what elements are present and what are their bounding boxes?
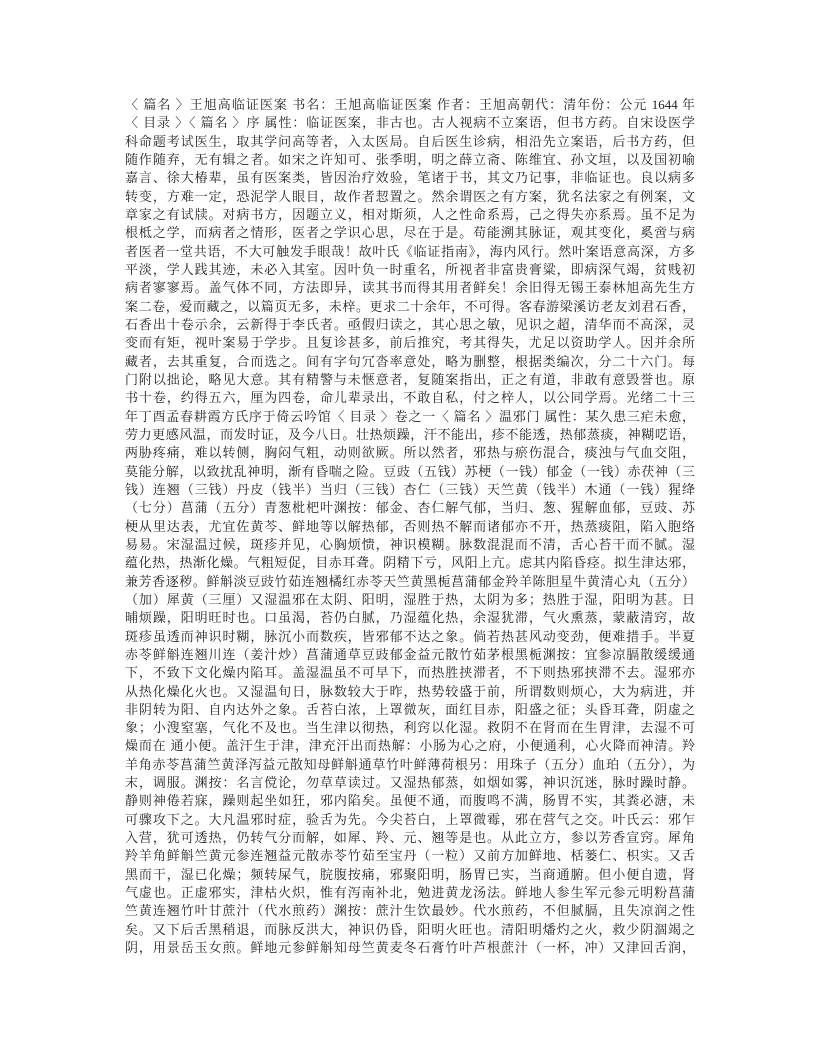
text-line: 从热化燥化火也。又湿温旬日，脉数较大于昨，热势较盛于前，所谓数则烦心，大为病进，并	[125, 683, 695, 699]
text-line: 象；小溲窒塞，气化不及也。当生津以彻热，利窍以化湿。救阴不在肾而在生胃津，去湿不可	[125, 720, 695, 736]
text-line: 平淡，学人践其迹，未必入其室。因叶负一时重名，所视者非富贵膏粱，即病深气竭，贫贱初	[125, 261, 695, 277]
text-line: 竺黄连翘竹叶甘蔗汁（代水煎药）渊按：蔗汁生饮最妙。代水煎药，不但腻膈，且失凉润之性	[125, 903, 695, 919]
text-line: 蕴化热，热渐化燥。气粗短促，目赤耳聋。阴精下亏，风阳上亢。虑其内陷昏痉。拟生津达邪，	[125, 555, 695, 571]
text-line: 燥而在 通小便。盖汗生于津，津充汗出而热解：小肠为心之府，小便通利，心火降而神清。羚	[125, 738, 695, 754]
text-line: 转变，方难一定，恐泥学人眼目，故作者恝置之。然余谓医之有方案，犹名法家之有例案，文	[125, 188, 695, 204]
text-line: 年丁酉孟春耕霞方氏序于倚云吟馆〈 目录 〉卷之一〈 篇名 〉温邪门 属性：某久患三疟未愈，	[125, 408, 695, 424]
text-line: 劳力更感风温，而发时证，及今八日。壮热烦躁，汗不能出，疹不能透，热郁蒸痰，神糊呓语，	[125, 426, 695, 442]
text-line: 嘉言、徐大椿辈，虽有医案类，皆因治疗效验，笔诸于书，其文乃记事，非临证也。良以病多	[125, 170, 695, 186]
text-line: 气虚也。正虚邪实，津枯火炽，惟有泻南补北，勉进黄龙汤法。鲜地人参生军元参元明粉菖蒲	[125, 885, 695, 901]
text-line: 末，调服。渊按：名言傥论，勿草草读过。又湿热郁蒸，如烟如雾，神识沉迷，脉时躁时静。	[125, 775, 695, 791]
text-line: 矣。又下后舌黑稍退，而脉反洪大，神识仍昏，阳明火旺也。清阳明燔灼之火，救少阴涸竭之	[125, 921, 695, 937]
text-line: 书十卷，约得五六，厘为四卷，命儿辈录出，不敢自私，付之梓人，以公同学焉。光绪二十三	[125, 390, 695, 406]
text-line: 入营，犹可透热，仍转气分而解，如犀、羚、元、翘等是也。从此立方，参以芳香宣窍。犀角	[125, 830, 695, 846]
text-line: （加）犀黄（三厘）又湿温邪在太阴、阳明，湿胜于热，太阴为多；热胜于湿，阳明为甚。日	[125, 591, 695, 607]
text-line: 章家之有试牍。对病书方，因题立义，相对斯须，人之性命系焉，己之得失亦系焉。虽不足为	[125, 206, 695, 222]
document-text-block	[125, 96, 695, 957]
text-line: 者医者一堂共语，不大可触发手眼哉！故叶氏《临证指南》，海内风行。然叶案语意高深，方多	[125, 243, 695, 259]
text-line: 易易。宋湿温过候，斑疹并见，心胸烦愦，神识模糊。脉数混混而不清，舌心苔干而不腻。湿	[125, 536, 695, 552]
text-line: 莫能分解，以致扰乱神明，渐有昏喘之险。豆豉（五钱）苏梗（一钱）郁金（一钱）赤茯神（三	[125, 463, 695, 479]
text-line: 晡烦躁，阳明旺时也。口虽渴，苔仍白腻，乃湿蕴化热，余湿犹滞，气火熏蒸，蒙蔽清窍，故	[125, 610, 695, 626]
text-line: 病者寥寥焉。盖气体不同，方法即异，读其书而得其用者鲜矣！余旧得无锡王泰林旭高先生方	[125, 280, 695, 296]
text-line: 羊角赤苓菖蒲竺黄泽泻益元散知母鲜斛通草竹叶鲜薄荷根另：用珠子（五分）血珀（五分），为	[125, 756, 695, 772]
text-line: 〈 目录 〉〈 篇名 〉序 属性：临证医案，非古也。古人视病不立案语，但书方药。自宋设医学	[125, 115, 695, 131]
text-line: 赤苓鲜斛连翘川连（姜汁炒）菖蒲通草豆豉郁金益元散竹茹茅根黑栀渊按：宜参凉膈散缓缓通	[125, 646, 695, 662]
text-line: 根柢之学，而病者之情形，医者之学识心思，尽在于是。苟能溯其脉证，观其变化，奚啻与病	[125, 225, 695, 241]
text-line: 科命题考试医生，取其学问高等者，入太医局。自后医生诊病，相沿先立案语，后书方药，但	[125, 133, 695, 149]
text-line: 阴，用景岳玉女煎。鲜地元参鲜斛知母竺黄麦冬石膏竹叶芦根蔗汁（一杯，冲）又津回舌润，	[125, 940, 695, 956]
text-line: 羚羊角鲜斛竺黄元参连翘益元散赤苓竹茹至宝丹（一粒）又前方加鲜地、栝蒌仁、枳实。又舌	[125, 848, 695, 864]
text-line: 下，不致下文化燥内陷耳。盖湿温虽不可早下，而热胜挟滞者，不下则热邪挟滞不去。湿邪亦	[125, 665, 695, 681]
text-line: 案二卷，爱而藏之，以篇页无多，未梓。更求二十余年，不可得。客春游梁溪访老友刘君石香，	[125, 298, 695, 314]
text-line: 钱）连翘（三钱）丹皮（钱半）当归（三钱）杏仁（三钱）天竺黄（钱半）木通（一钱）猩绛	[125, 481, 695, 497]
text-line: 可骤攻下之。大凡温邪时症，验舌为先。今尖苔白，上罩微霉，邪在营气之交。叶氏云：邪乍	[125, 811, 695, 827]
text-line: 石香出十卷示余，云新得于李氏者。亟假归读之，其心思之敏，见识之超，清华而不高深，灵	[125, 316, 695, 332]
text-line: 变而有矩，视叶案易于学步。且复诊甚多，前后推究，考其得失，尤足以资助学人。因并余所	[125, 335, 695, 351]
text-line: 黑而干，湿已化燥；频转屎气，脘腹按痛，邪聚阳明，肠胃已实，当商通腑。但小便自遗，肾	[125, 866, 695, 882]
text-line: 门附以拙论，略见大意。其有精警与未惬意者，复随案指出，正之有道，非敢有意毁誉也。原	[125, 371, 695, 387]
text-line: 〈 篇名 〉王旭高临证医案 书名：王旭高临证医案 作者：王旭高朝代：清年份：公元 1644 年	[125, 97, 695, 112]
text-line: （七分）菖蒲（五分）青葱枇杷叶渊按：郁金、杏仁解气郁，当归、葱、猩解血郁，豆豉、苏	[125, 500, 695, 516]
text-line: 梗从里达表，尤宜佐黄芩、鲜地等以解热郁，否则热不解而诸郁亦不开，热蒸痰阻，陷入胞络	[125, 518, 695, 534]
text-line: 随作随弃，无有辑之者。如宋之许知可、张季明，明之薛立斋、陈维宜、孙文垣，以及国初喻	[125, 151, 695, 167]
text-line: 兼芳香逐秽。鲜斛淡豆豉竹茹连翘橘红赤苓天竺黄黑栀菖蒲郁金羚羊陈胆星牛黄清心丸（五分）	[125, 573, 695, 589]
text-line: 非阴转为阳、自内达外之象。舌苔白浓，上罩微灰，面红目赤，阳盛之征；头昏耳聋，阴虚之	[125, 701, 695, 717]
text-line: 斑疹虽透而神识时糊，脉沉小而数疾，皆邪郁不达之象。倘若热甚风动变劲，便难措手。半夏	[125, 628, 695, 644]
text-line: 两胁疼痛，难以转侧，胸闷气粗，动则欲厥。所以然者，邪热与瘀伤混合，痰浊与气血交阻，	[125, 445, 695, 461]
text-line: 藏者，去其重复，合而选之。间有字句冗沓率意处，略为删整，根据类编次，分二十六门。每	[125, 353, 695, 369]
text-line: 静则神倦若寐，躁则起坐如狂，邪内陷矣。虽便不通，而腹鸣不满，肠胃不实，其粪必溏，未	[125, 793, 695, 809]
